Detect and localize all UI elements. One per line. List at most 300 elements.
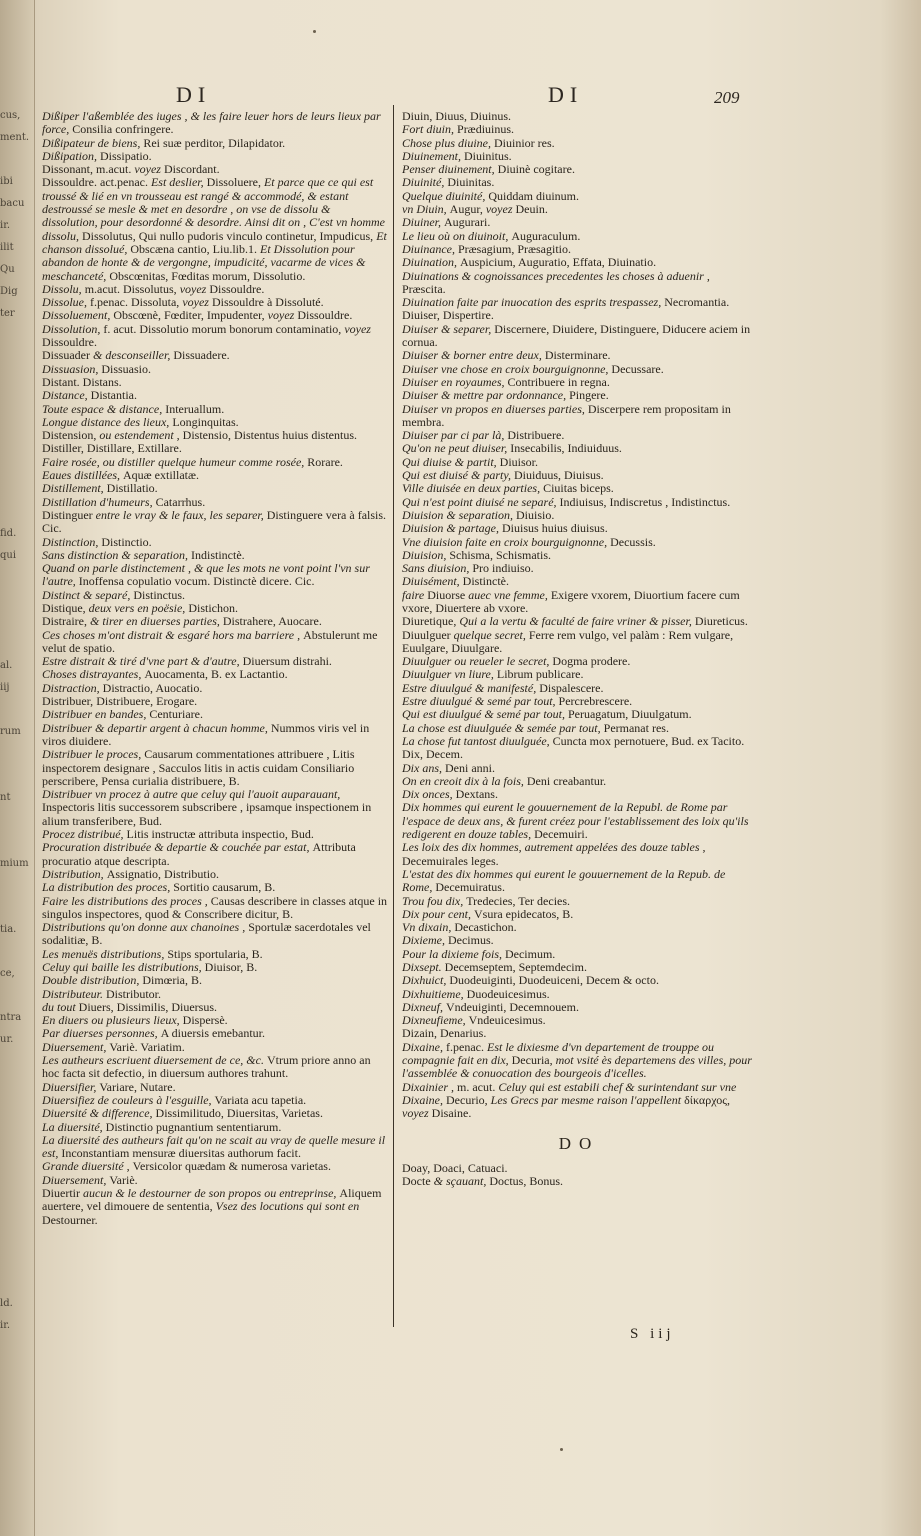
- latin-text: Augur,: [449, 202, 486, 217]
- french-text: Faire les distributions des proces ,: [42, 893, 211, 908]
- dictionary-entry: [42, 988, 388, 1001]
- french-text: Diuiser vne chose en croix bourguignonne,: [402, 361, 612, 376]
- latin-text: Deuin.: [515, 202, 548, 217]
- french-text: Distinct & separé,: [42, 587, 134, 602]
- dictionary-entry: [42, 1107, 388, 1120]
- french-text: Dixsept.: [402, 960, 445, 974]
- latin-text: Augurari.: [444, 215, 491, 230]
- dictionary-entry: [42, 176, 388, 282]
- headword: Diuorse: [427, 587, 469, 602]
- dictionary-entry: [402, 589, 756, 616]
- latin-text: f.penac.: [446, 1039, 487, 1054]
- latin-text: Aliquem auertere, vel dimouere de sententia,: [42, 1186, 382, 1214]
- dictionary-entry: [402, 682, 756, 695]
- latin-text: Exigere vxorem, Diuortium facere cum vxore, Diuertere ab vxore.: [402, 587, 740, 615]
- dictionary-entry: [42, 788, 388, 828]
- french-text: Distributeur.: [42, 986, 107, 1001]
- latin-text: Longinquitas.: [172, 414, 239, 429]
- latin-text: Inspectoris litis successorem subscribere , ipsamque inspectionem in alium transferibere, Bud.: [42, 800, 372, 828]
- french-text: Fort diuin,: [402, 122, 458, 137]
- latin-text: Dissoluere,: [206, 175, 264, 190]
- french-text: quelque secret,: [453, 627, 529, 642]
- dictionary-entry: [402, 549, 756, 562]
- latin-text: Distichon.: [188, 600, 238, 615]
- latin-text: Distans.: [82, 374, 122, 389]
- latin-text: Librum publicare.: [496, 667, 584, 682]
- french-text: Par diuerses personnes,: [42, 1026, 161, 1041]
- latin-text: Decimum.: [504, 946, 556, 961]
- latin-text: Vndeuicesimus.: [468, 1013, 546, 1028]
- french-text: voyez: [182, 295, 212, 310]
- latin-text: Stips sportularia, B.: [167, 946, 263, 961]
- latin-text: Discernere, Diuidere, Distinguere, Diducere aciem in cornua.: [402, 321, 751, 350]
- french-text: auec vne femme,: [468, 587, 551, 602]
- dictionary-entry: [42, 881, 388, 894]
- french-text: Diuiser & separer,: [402, 321, 495, 336]
- dictionary-entry: [402, 1162, 756, 1175]
- gutter-fragment: ibi: [0, 176, 13, 187]
- french-text: Les autheurs escriuent diuersement de ce, &c.: [42, 1053, 267, 1068]
- latin-text: Dogma prodere.: [552, 654, 631, 669]
- french-text: La chose est diuulguée & semée par tout,: [402, 720, 604, 735]
- dictionary-entry: [402, 536, 756, 549]
- french-text: Diuinance,: [402, 241, 458, 256]
- dictionary-entry: [42, 1001, 388, 1014]
- dictionary-entry: [42, 509, 388, 536]
- dictionary-entry: [42, 841, 388, 868]
- french-text: Estre diuulgué & semé par tout,: [402, 694, 559, 709]
- latin-text: Centuriare.: [149, 707, 203, 722]
- french-text: Distillation d'humeurs,: [42, 494, 156, 509]
- latin-text: Permanat res.: [603, 720, 669, 735]
- dictionary-entry: [402, 1175, 756, 1188]
- latin-text: Diuisio.: [516, 507, 555, 522]
- french-text: Diuisément,: [402, 574, 463, 589]
- left-running-head: DI: [176, 82, 212, 107]
- headword: Dix,: [402, 747, 426, 762]
- latin-text: Versicolor quædam & numerosa varietas.: [132, 1159, 331, 1174]
- latin-text: Dissouldre.: [42, 335, 97, 350]
- french-text: Dix hommes qui eurent le gouuernement de la Republ. de Rome par l'espace de deux ans, & furent créez pour l'establissement des loix qu'ils redigerent en douze tables,: [402, 800, 749, 842]
- french-text: Quelque diuinité,: [402, 188, 489, 203]
- latin-text: Decuria,: [511, 1053, 556, 1068]
- dictionary-entry: [402, 921, 756, 934]
- french-text: Dixneuf,: [402, 999, 446, 1014]
- dictionary-entry: [42, 296, 388, 309]
- latin-text: act.penac.: [100, 175, 151, 190]
- dictionary-entry: [402, 961, 756, 974]
- french-text: voyez: [402, 1106, 432, 1121]
- gutter-fragment: ir.: [0, 1320, 11, 1331]
- latin-text: Indiuisus, Indiscretus , Indistinctus.: [559, 494, 731, 509]
- gutter-fragment: ntra: [0, 1012, 22, 1023]
- latin-text: Dissouldre à Dissoluté.: [211, 295, 324, 310]
- dictionary-entry: [402, 110, 756, 123]
- french-text: voyez: [344, 321, 371, 336]
- dictionary-entry: [42, 416, 388, 429]
- french-text: Et chanson dissolué,: [42, 228, 387, 256]
- headword: Distinguer: [42, 507, 96, 522]
- latin-text: Aquæ extillatæ.: [123, 468, 199, 483]
- dictionary-entry: [42, 668, 388, 681]
- dictionary-entry: [402, 615, 756, 628]
- french-text: Dixainier ,: [402, 1079, 457, 1094]
- headword: Distribuer,: [42, 694, 97, 709]
- latin-text: Diuersum distrahi.: [242, 654, 332, 669]
- dictionary-entry: [402, 256, 756, 269]
- dictionary-entry: [42, 1121, 388, 1134]
- dictionary-entry: [402, 389, 756, 402]
- french-text: Distribuer le proces,: [42, 747, 145, 762]
- dictionary-entry: [402, 163, 756, 176]
- french-text: Dißiper l'aßemblée des iuges , & les faire leuer hors de leurs lieux par force,: [42, 109, 381, 137]
- latin-text: Denarius.: [440, 1026, 487, 1041]
- french-text: Sans distinction & separation,: [42, 547, 192, 562]
- dictionary-entry: [402, 150, 756, 163]
- latin-text: Dextans.: [455, 787, 498, 802]
- french-text: Quand on parle distinctement , & que les mots ne vont point l'vn sur l'autre,: [42, 561, 370, 589]
- dictionary-entry: [42, 442, 388, 455]
- dictionary-entry: [402, 1014, 756, 1027]
- latin-text: Prædiuinus.: [457, 122, 515, 137]
- right-running-head: DI: [548, 82, 584, 107]
- dictionary-entry: [402, 668, 756, 681]
- gutter-fragment: ter: [0, 308, 15, 319]
- latin-text: Diuiduus, Diuisus.: [514, 468, 604, 483]
- latin-text: Interuallum.: [165, 401, 225, 416]
- latin-text: Variè.: [109, 1172, 138, 1187]
- dictionary-entry: [42, 150, 388, 163]
- french-text: Dixneufieme,: [402, 1013, 469, 1028]
- french-text: Est deslier,: [150, 175, 207, 190]
- french-text: Longue distance des lieux,: [42, 414, 173, 429]
- latin-text: Dimœria, B.: [142, 973, 203, 988]
- gutter-fragment: iij: [0, 682, 10, 693]
- dictionary-entry: [402, 376, 756, 389]
- dictionary-entry: [402, 137, 756, 150]
- latin-text: δίκαρχος,: [684, 1092, 731, 1107]
- gutter-fragment: ur.: [0, 1034, 14, 1045]
- latin-text: Pro indiuiso.: [472, 561, 534, 576]
- latin-text: Obscœnè, Fœditer, Impudenter,: [113, 308, 268, 323]
- latin-text: m.acut. Dissolutus,: [84, 281, 180, 296]
- dictionary-entry: [402, 762, 756, 775]
- latin-text: Diuisor, B.: [204, 960, 258, 974]
- gutter-fragment: tia.: [0, 924, 17, 935]
- latin-text: Distribuere, Erogare.: [96, 694, 198, 709]
- latin-text: Pingere.: [569, 388, 609, 403]
- dictionary-entry: [402, 1001, 756, 1014]
- gutter-fragment: Dig: [0, 286, 18, 297]
- latin-text: Destourner.: [42, 1212, 98, 1227]
- dictionary-entry: [42, 868, 388, 881]
- previous-page-gutter: [0, 0, 35, 1536]
- french-text: Diuision & separation,: [402, 507, 517, 522]
- latin-text: Percrebrescere.: [558, 694, 633, 709]
- french-text: Diuination faite par inuocation des esprits trespassez,: [402, 295, 665, 310]
- latin-text: Decem.: [426, 747, 463, 762]
- dictionary-entry: [402, 1081, 756, 1121]
- dictionary-entry: [402, 722, 756, 735]
- headword: Diuertir: [42, 1186, 83, 1201]
- dictionary-entry: [42, 562, 388, 589]
- dictionary-entry: [402, 1027, 756, 1040]
- gutter-fragment: mium: [0, 858, 29, 869]
- column-divider: [393, 105, 394, 1327]
- latin-text: Tredecies, Ter decies.: [466, 893, 571, 908]
- latin-text: Auocamenta, B. ex Lactantio.: [144, 667, 288, 682]
- french-text: Les Grecs par mesme raison l'appellent: [490, 1092, 685, 1107]
- french-text: Grande diuersité ,: [42, 1159, 133, 1174]
- dictionary-entry: [42, 349, 388, 362]
- french-text: La distribution des proces,: [42, 880, 174, 895]
- french-text: Trou fou dix,: [402, 893, 467, 908]
- french-text: & desconseiller,: [93, 348, 174, 363]
- french-text: Diuersifier,: [42, 1079, 100, 1094]
- latin-text: Rorare.: [307, 454, 343, 469]
- headword: Diuers,: [78, 999, 117, 1014]
- latin-text: Inoffensa copulatio vocum. Distinctè dicere. Cic.: [78, 574, 315, 589]
- latin-text: Disterminare.: [544, 348, 611, 363]
- french-text: Et parce que ce qui est troussé & lié en vn trousseau est rangé & accommodé, & estant destroussé se mesle & met en desordre , on vse de dissolu & dissolution, pour desordonné & desordre. Ainsi dit on , C'est vn homme dissolu,: [42, 175, 386, 243]
- latin-text: Dissolutus, Qui nullo pudoris vinculo continetur, Impudicus,: [82, 228, 377, 243]
- french-text: Diuiner,: [402, 215, 444, 230]
- french-text: Dissolution,: [42, 321, 104, 336]
- headword: Distiller,: [42, 441, 87, 456]
- latin-text: Disaine.: [431, 1106, 472, 1121]
- dictionary-entry: [42, 469, 388, 482]
- latin-text: Distinctè.: [462, 574, 509, 589]
- latin-text: Diuisus huius diuisus.: [502, 521, 608, 536]
- latin-text: Vtrum priore anno an hoc facta sit defectio, in diuersum authores trahunt.: [42, 1053, 371, 1081]
- french-text: Qui diuise & partit,: [402, 454, 500, 469]
- french-text: Diuulguer ou reueler le secret,: [402, 654, 553, 669]
- headword: Diuiser,: [402, 308, 443, 323]
- dictionary-entry: [42, 974, 388, 987]
- dictionary-entry: [402, 895, 756, 908]
- latin-text: Dissouldre.: [209, 281, 265, 296]
- latin-text: Ferre rem vulgo, vel palàm : Rem vulgare, Euulgare, Diuulgare.: [402, 627, 734, 655]
- latin-text: Duodeuiginti, Duodeuiceni, Decem & octo.: [449, 973, 659, 988]
- latin-text: Vndeuiginti, Decemnouem.: [446, 999, 579, 1014]
- latin-text: Vsura epidecatos, B.: [473, 906, 574, 921]
- french-text: Dißipateur de biens,: [42, 135, 144, 150]
- french-text: Distribuer & departir argent à chacun homme,: [42, 720, 271, 735]
- french-text: entre le vray & le faux, les separer,: [95, 507, 267, 522]
- dictionary-entry: [42, 748, 388, 788]
- latin-text: Diuus, Diuinus.: [435, 109, 512, 123]
- french-text: Vn dixain,: [402, 920, 455, 935]
- latin-text: Diuisor.: [499, 454, 539, 469]
- latin-text: Doctus, Bonus.: [489, 1174, 563, 1189]
- dictionary-entry: [402, 496, 756, 509]
- latin-text: Dispertire.: [442, 308, 494, 323]
- dictionary-entry: [42, 828, 388, 841]
- dictionary-entry: [402, 296, 756, 309]
- latin-text: Peruagatum, Diuulgatum.: [567, 707, 692, 722]
- french-text: Vne diuision faite en croix bourguignonne,: [402, 534, 611, 549]
- latin-text: Dissipatio.: [100, 148, 152, 163]
- french-text: Dix onces,: [402, 787, 456, 802]
- dictionary-entry: [42, 549, 388, 562]
- french-text: Distribuer vn procez à autre que celuy qui l'auoit auparauant,: [42, 787, 341, 802]
- dictionary-entry: [402, 788, 756, 801]
- dictionary-entry: [42, 1174, 388, 1187]
- dictionary-entry: [402, 363, 756, 376]
- dictionary-entry: [42, 682, 388, 695]
- latin-text: Obscæna cantio, Liu.lib.1.: [130, 241, 260, 256]
- dictionary-entry: [402, 509, 756, 522]
- french-text: Ces choses m'ont distrait & esgaré hors ma barriere ,: [42, 627, 304, 642]
- latin-text: Deni anni.: [445, 760, 495, 775]
- dictionary-entry: [402, 575, 756, 588]
- dictionary-entry: [402, 868, 756, 895]
- headword: Distant.: [42, 374, 83, 389]
- latin-text: Inconstantiam mensuræ diuersitas authorum facit.: [61, 1146, 301, 1161]
- french-text: Chose plus diuine,: [402, 135, 494, 150]
- french-text: Diuersité & difference,: [42, 1106, 156, 1121]
- latin-text: Ciuitas biceps.: [543, 481, 614, 496]
- dictionary-entry: [402, 841, 756, 868]
- french-text: Le lieu où on diuinoit,: [402, 228, 512, 243]
- latin-text: Duodeuicesimus.: [466, 986, 550, 1001]
- dictionary-entry: [42, 722, 388, 749]
- latin-text: f. acut. Dissolutio morum bonorum contaminatio,: [103, 321, 345, 336]
- french-text: Dix pour cent,: [402, 906, 474, 921]
- french-text: Double distribution,: [42, 973, 143, 988]
- dictionary-entry: [42, 1041, 388, 1054]
- french-text: voyez: [179, 281, 210, 296]
- latin-text: Decemuiratus.: [435, 880, 505, 895]
- french-text: Dißipation,: [42, 148, 101, 163]
- latin-text: Præsagium, Præsagitio.: [458, 241, 572, 256]
- french-text: Procez distribué,: [42, 827, 127, 842]
- french-text: Distribution,: [42, 866, 107, 881]
- dictionary-entry: [42, 615, 388, 628]
- french-text: Qu'on ne peut diuiser,: [402, 441, 511, 456]
- gutter-fragment: ir.: [0, 220, 11, 231]
- latin-text: Diuinitas.: [447, 175, 495, 190]
- french-text: Dissolu,: [42, 281, 85, 296]
- latin-text: Distensio, Distentus huius distentus.: [182, 428, 357, 443]
- french-text: voyez: [485, 202, 516, 217]
- dictionary-entry: [42, 376, 388, 389]
- gutter-fragment: cus,: [0, 110, 21, 121]
- french-text: Diuiser & borner entre deux,: [402, 348, 545, 363]
- dictionary-entry: [402, 908, 756, 921]
- dictionary-entry: [402, 243, 756, 256]
- headword: Docte: [402, 1174, 434, 1189]
- french-text: Est le dixiesme d'vn departement de trouppe ou compagnie fait en dix,: [402, 1039, 715, 1068]
- french-text: Celuy qui est estabili chef & surintendant sur vne Dixaine,: [402, 1079, 737, 1107]
- gutter-fragment: al.: [0, 660, 13, 671]
- french-text: Diuision & partage,: [402, 521, 503, 536]
- french-text: L'estat des dix hommes qui eurent le gouuernement de la Repub. de Rome,: [402, 866, 726, 895]
- french-text: La diuersité,: [42, 1119, 106, 1134]
- latin-text: Dissimilis, Diuersus.: [116, 999, 218, 1014]
- french-text: Diuinations & cognoissances precedentes les choses à aduenir ,: [402, 268, 710, 283]
- latin-text: Variè. Variatim.: [109, 1039, 185, 1054]
- dictionary-entry: [402, 349, 756, 362]
- french-text: Qui est diuulgué & semé par tout,: [402, 707, 568, 722]
- latin-text: Decurio,: [446, 1092, 491, 1107]
- dictionary-entry: [42, 137, 388, 150]
- headword: Doay,: [402, 1160, 434, 1175]
- french-text: Procuration distribuée & departie & couchée par estat,: [42, 840, 313, 855]
- dictionary-entry: [402, 655, 756, 668]
- dictionary-entry: [42, 1081, 388, 1094]
- latin-text: Nummos viris vel in viros diuidere.: [42, 720, 370, 748]
- french-text: Diuiser en royaumes,: [402, 374, 508, 389]
- french-text: Ville diuisée en deux parties,: [402, 481, 544, 496]
- french-text: Dix ans,: [402, 760, 445, 775]
- latin-text: Dissuadere.: [173, 348, 230, 363]
- dictionary-entry: [42, 921, 388, 948]
- gutter-fragment: rum: [0, 726, 21, 737]
- latin-text: Variare, Nutare.: [99, 1079, 176, 1094]
- latin-text: Cuncta mox pernotuere, Bud. ex Tacito.: [552, 733, 745, 748]
- latin-text: Decemuiri.: [534, 827, 588, 842]
- dictionary-entry: [42, 961, 388, 974]
- latin-text: Distribuere.: [507, 428, 565, 443]
- section-heading-do: DO: [558, 1133, 600, 1153]
- latin-text: Distributor.: [106, 986, 162, 1001]
- french-text: Estre distrait & tiré d'vne part & d'autre,: [42, 654, 243, 669]
- dictionary-entry: [402, 801, 756, 841]
- french-text: Distributions qu'on donne aux chanoines ,: [42, 920, 249, 935]
- left-column: [42, 110, 388, 1227]
- french-text: Diuiser vn propos en diuerses parties,: [402, 401, 588, 416]
- dictionary-entry: [402, 442, 756, 455]
- dictionary-entry: [402, 482, 756, 495]
- latin-text: Distrahere, Auocare.: [222, 614, 322, 629]
- paper-speck: [313, 30, 316, 33]
- dictionary-entry: [42, 496, 388, 509]
- french-text: Distinction,: [42, 534, 102, 549]
- signature-mark: S iij: [630, 1326, 675, 1342]
- french-text: Les loix des dix hommes, autrement appelées des douze tables ,: [402, 840, 706, 855]
- french-text: & sçauant,: [433, 1174, 490, 1189]
- french-text: mot vsité ès departemens des villes, pour l'assemblée & conuocation des bourgeois d'icelles.: [402, 1053, 752, 1081]
- dictionary-entry: [42, 1187, 388, 1227]
- dictionary-entry: [42, 323, 388, 350]
- latin-text: Diureticus.: [694, 614, 748, 629]
- french-text: Dissolue,: [42, 295, 90, 310]
- paper-speck: [560, 1448, 563, 1451]
- latin-text: Dispalescere.: [539, 680, 604, 695]
- dictionary-entry: [402, 775, 756, 788]
- french-text: Sans diuision,: [402, 561, 473, 576]
- french-text: du tout: [42, 999, 79, 1014]
- latin-text: Deni creabantur.: [526, 773, 607, 788]
- headword: Distension,: [42, 428, 100, 443]
- latin-text: f.penac. Dissoluta,: [90, 295, 183, 310]
- latin-text: Obscœnitas, Fœditas morum, Dissolutio.: [109, 268, 306, 283]
- french-text: & tirer en diuerses parties,: [89, 614, 223, 629]
- french-text: Faire rosée, ou distiller quelque humeur comme rosée,: [42, 454, 308, 469]
- dictionary-entry: [402, 203, 756, 216]
- dictionary-entry: [402, 988, 756, 1001]
- dictionary-entry: [402, 123, 756, 136]
- french-text: Toute espace & distance,: [42, 401, 166, 416]
- right-column: [402, 110, 756, 1188]
- headword: Diuin,: [402, 109, 436, 123]
- dictionary-entry: [42, 536, 388, 549]
- dictionary-entry: [42, 163, 388, 176]
- dictionary-entry: [42, 1054, 388, 1081]
- dictionary-entry: [402, 323, 756, 350]
- dictionary-entry: [402, 934, 756, 947]
